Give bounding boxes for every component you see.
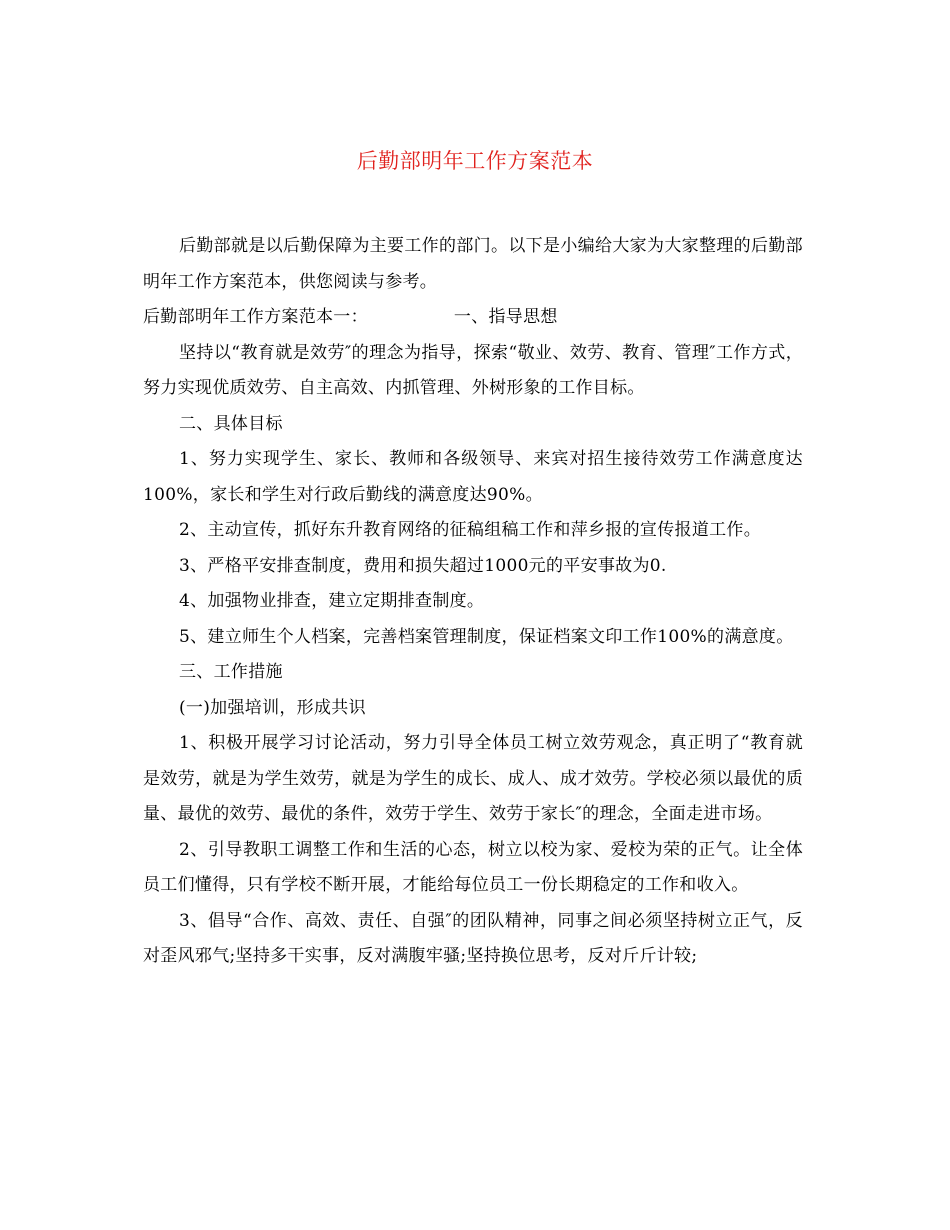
- section-line: [143, 300, 803, 336]
- list-item: 1、努力实现学生、家长、教师和各级领导、来宾对招生接待效劳工作满意度达100%，家长和学生对行政后勤线的满意度达90%。: [143, 449, 803, 505]
- intro-paragraph: 后勤部就是以后勤保障为主要工作的部门。以下是小编给大家为大家整理的后勤部明年工作方案范本，供您阅读与参考。: [143, 236, 803, 292]
- document-body: [143, 229, 803, 975]
- heading-specific-goals: 二、具体目标: [179, 413, 283, 434]
- heading-guiding-thought: 一、指导思想: [453, 307, 558, 327]
- paragraph: 坚持以“教育就是效劳″的理念为指导，探索“敬业、效劳、教育、管理″工作方式，努力实现优质效劳、自主高效、内抓管理、外树形象的工作目标。: [143, 342, 803, 398]
- subtitle-text: 后勤部明年工作方案范本一：: [143, 307, 368, 327]
- subheading-training: (一)加强培训，形成共识: [179, 697, 366, 718]
- list-item: 2、主动宣传，抓好东升教育网络的征稿组稿工作和萍乡报的宣传报道工作。: [179, 520, 762, 540]
- list-item: 3、倡导“合作、高效、责任、自强″的团队精神，同事之间必须坚持树立正气，反对歪风邪气;坚持多干实事，反对满腹牢骚;坚持换位思考，反对斤斤计较;: [143, 910, 803, 966]
- list-item: 2、引导教职工调整工作和生活的心态，树立以校为家、爱校为荣的正气。让全体员工们懂得，只有学校不断开展，才能给每位员工一份长期稳定的工作和收入。: [143, 839, 803, 895]
- heading-work-measures: 三、工作措施: [179, 662, 283, 682]
- document-title: 后勤部明年工作方案范本: [356, 149, 594, 173]
- list-item: 4、加强物业排查，建立定期排查制度。: [179, 591, 485, 611]
- list-item: 1、积极开展学习讨论活动，努力引导全体员工树立效劳观念，真正明了“教育就是效劳，就是为学生效劳，就是为学生的成长、成人、成才效劳。学校必须以最优的质量、最优的效劳、最优的条件，效劳于学生、效劳于家长″的理念，全面走进市场。: [143, 733, 803, 824]
- list-item: 3、严格平安排查制度，费用和损失超过1000元的平安事故为0.: [179, 555, 667, 576]
- list-item: 5、建立师生个人档案，完善档案管理制度，保证档案文印工作100%的满意度。: [179, 626, 794, 647]
